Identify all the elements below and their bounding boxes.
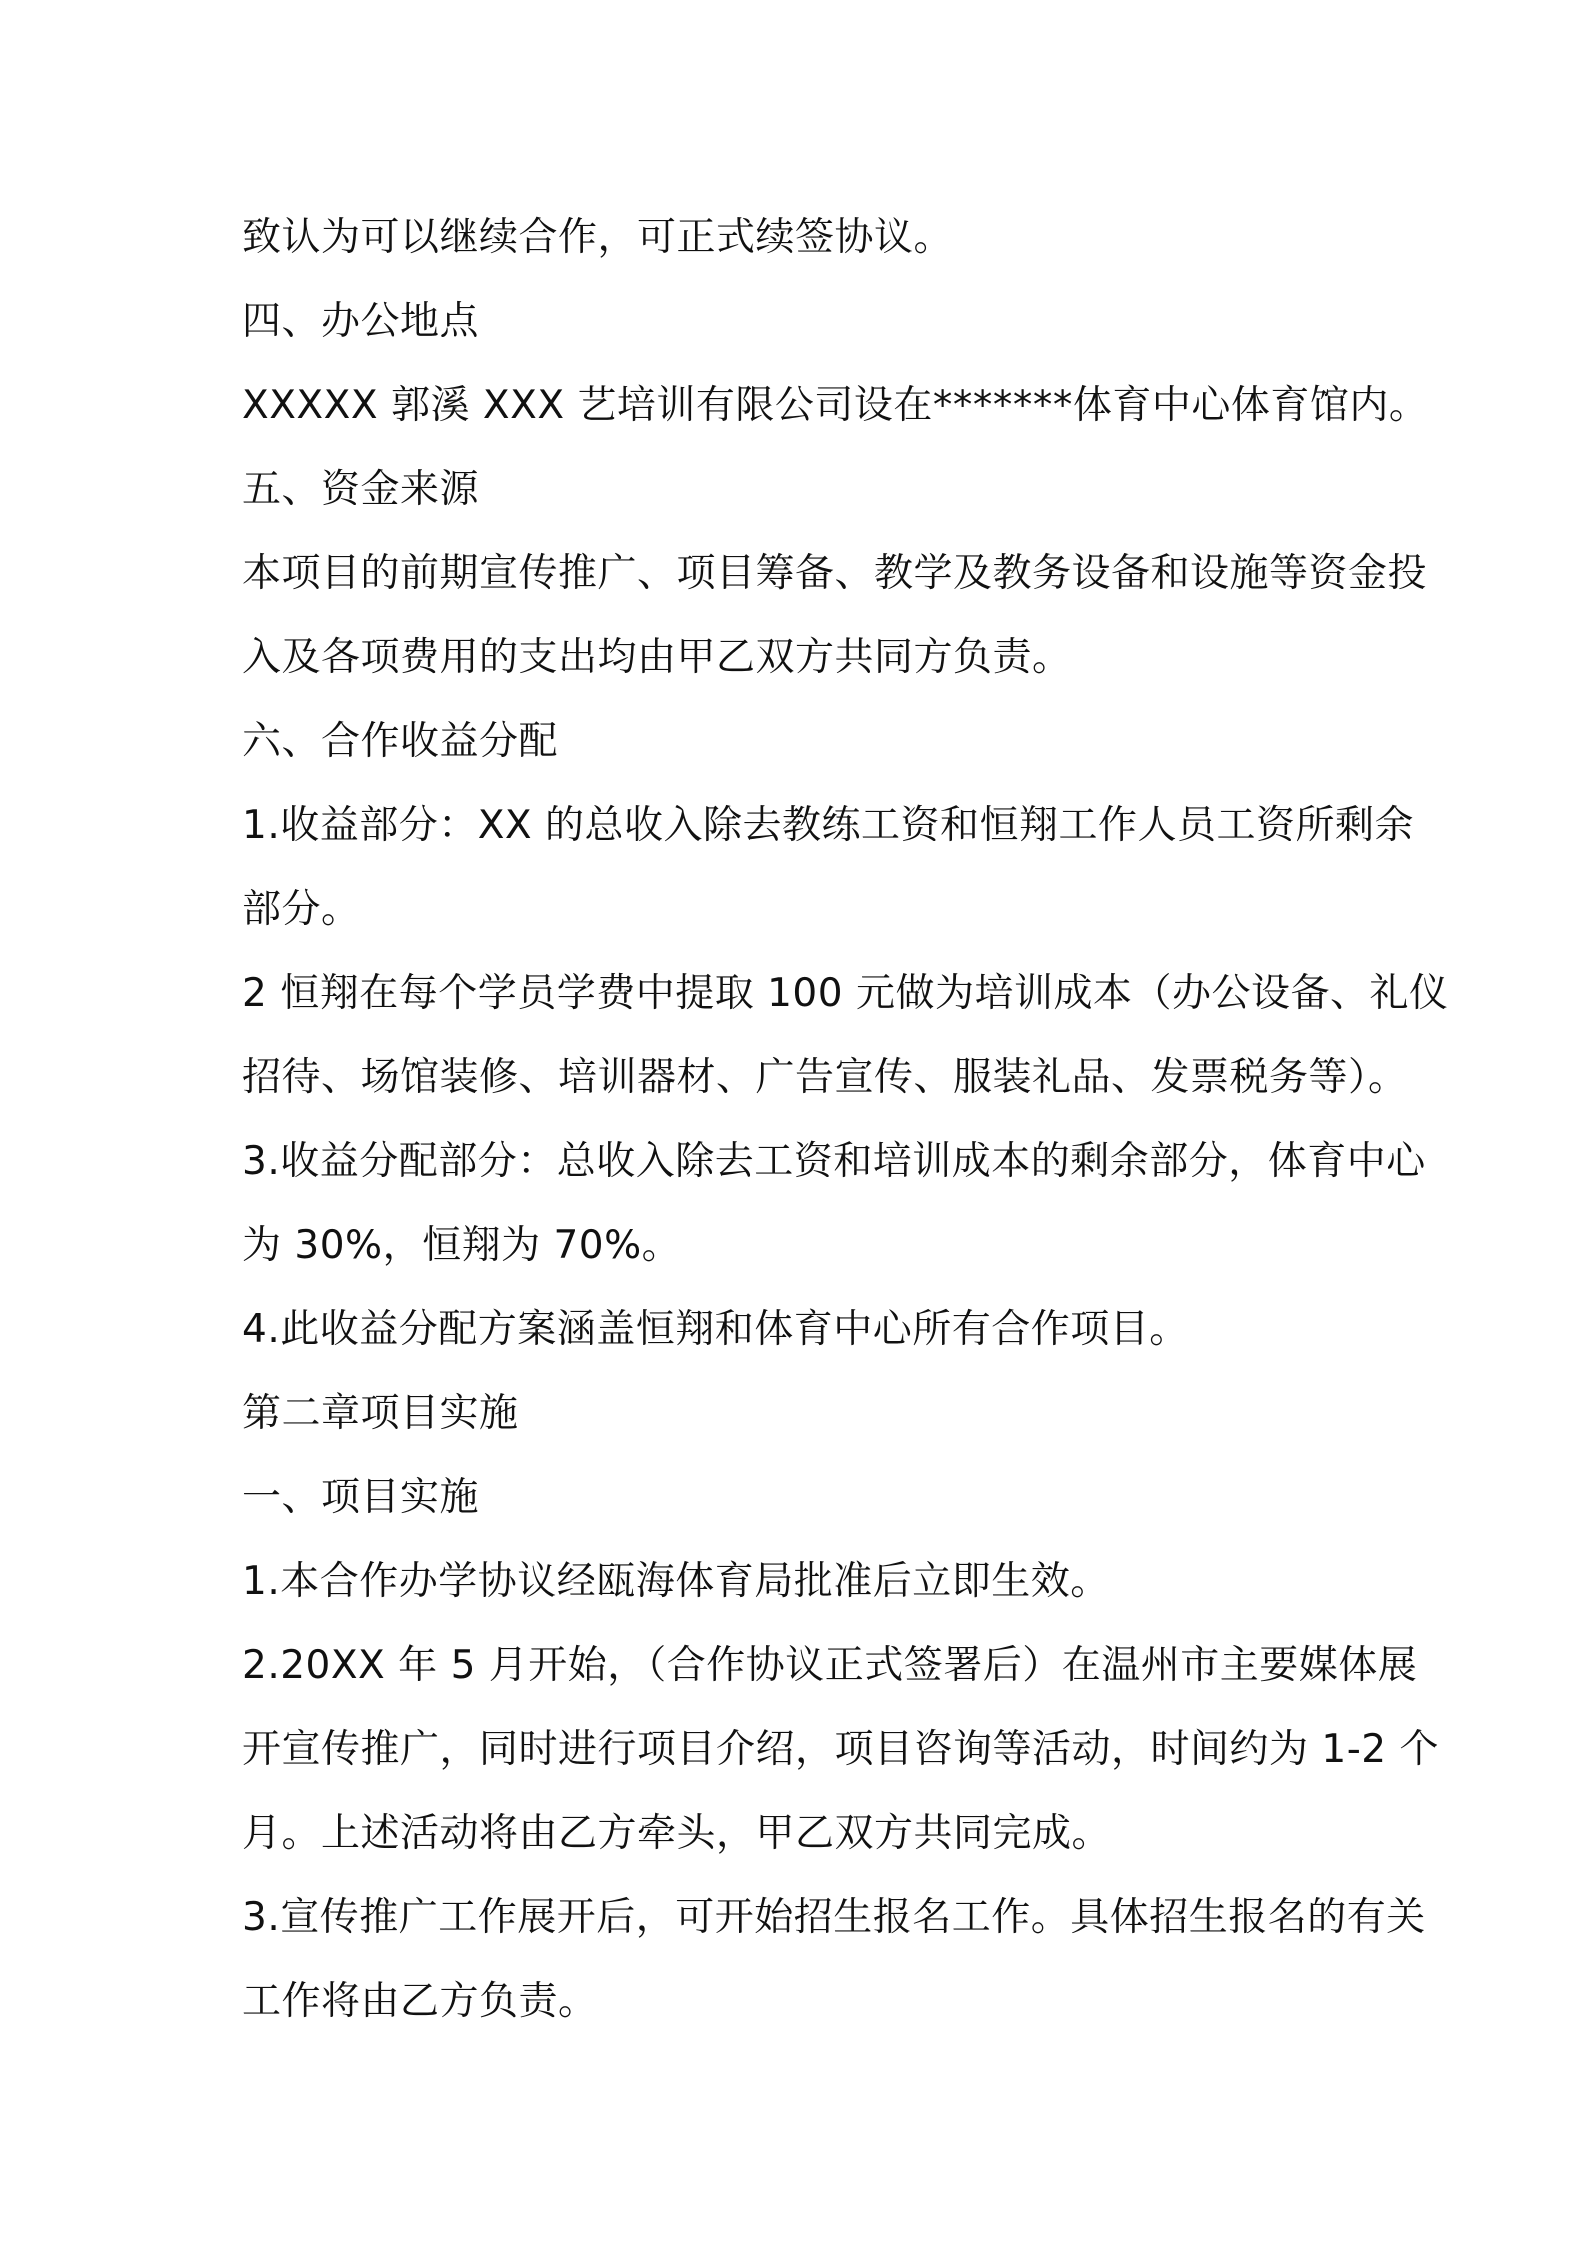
implementation-item-2-line-2: 开宣传推广，同时进行项目介绍，项目咨询等活动，时间约为 1-2 个 (242, 1727, 1439, 1772)
funding-source-line-1: 本项目的前期宣传推广、项目筹备、教学及教务设备和设施等资金投 (242, 551, 1428, 596)
revenue-item-1-line-2: 部分。 (242, 887, 361, 932)
revenue-item-2-line-1: 2 恒翔在每个学员学费中提取 100 元做为培训成本（办公设备、礼仪 (242, 971, 1449, 1016)
revenue-item-2-line-2: 招待、场馆装修、培训器材、广告宣传、服装礼品、发票税务等）。 (242, 1055, 1408, 1100)
chapter-heading-project-implementation: 第二章项目实施 (242, 1391, 519, 1436)
document-body (242, 196, 1449, 2044)
implementation-item-3-line-1: 3.宣传推广工作展开后，可开始招生报名工作。具体招生报名的有关 (242, 1895, 1426, 1940)
implementation-item-2-line-1: 2.20XX 年 5 月开始，（合作协议正式签署后）在温州市主要媒体展 (242, 1643, 1418, 1688)
revenue-item-1-line-1: 1.收益部分：XX 的总收入除去教练工资和恒翔工作人员工资所剩余 (242, 803, 1415, 848)
section-heading-project-implementation: 一、项目实施 (242, 1475, 480, 1520)
revenue-item-4: 4.此收益分配方案涵盖恒翔和体育中心所有合作项目。 (242, 1307, 1189, 1352)
office-location-text: XXXXX 郭溪 XXX 艺培训有限公司设在*******体育中心体育馆内。 (242, 383, 1429, 428)
section-heading-funding-source: 五、资金来源 (242, 467, 480, 512)
implementation-item-1: 1.本合作办学协议经瓯海体育局批准后立即生效。 (242, 1559, 1110, 1604)
section-heading-office-location: 四、办公地点 (242, 299, 480, 344)
paragraph-continuation-line: 致认为可以继续合作，可正式续签协议。 (242, 215, 954, 260)
section-heading-revenue-distribution: 六、合作收益分配 (242, 719, 559, 764)
revenue-item-3-line-2: 为 30%，恒翔为 70%。 (242, 1223, 682, 1268)
funding-source-line-2: 入及各项费用的支出均由甲乙双方共同方负责。 (242, 635, 1072, 680)
implementation-item-2-line-3: 月。上述活动将由乙方牵头，甲乙双方共同完成。 (242, 1811, 1112, 1856)
revenue-item-3-line-1: 3.收益分配部分：总收入除去工资和培训成本的剩余部分，体育中心 (242, 1139, 1426, 1184)
implementation-item-3-line-2: 工作将由乙方负责。 (242, 1979, 598, 2024)
